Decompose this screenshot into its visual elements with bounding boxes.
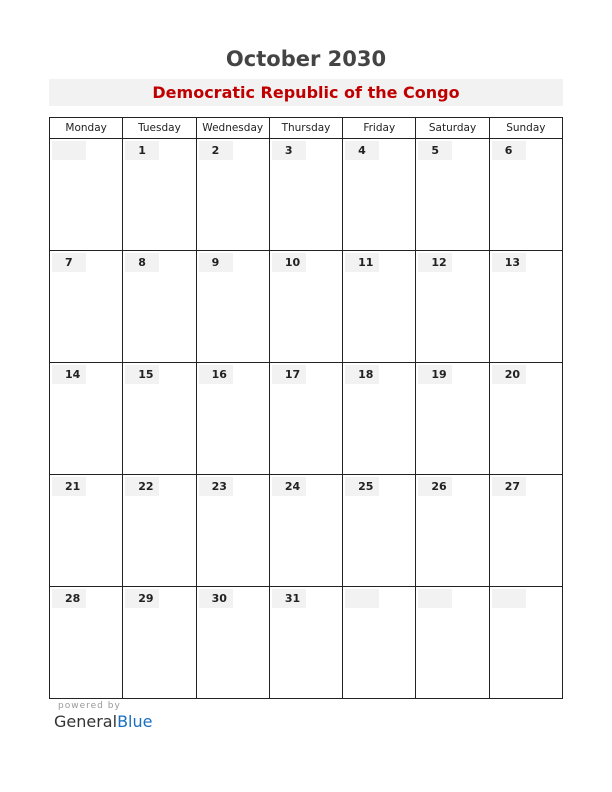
day-number: 12: [418, 253, 452, 272]
day-cell: [50, 363, 123, 475]
day-cell: [269, 363, 342, 475]
day-number: 10: [272, 253, 306, 272]
day-number: 16: [199, 365, 233, 384]
day-number: 5: [418, 141, 452, 160]
day-cell: [416, 139, 489, 251]
day-cell: [196, 587, 269, 699]
day-cell: [123, 587, 196, 699]
brand-general-text: General: [54, 712, 118, 731]
day-cell: [123, 251, 196, 363]
weekday-sunday: Sunday: [489, 118, 562, 139]
week-row: [50, 139, 563, 251]
week-row: [50, 363, 563, 475]
weekday-header-row: [50, 118, 563, 139]
day-cell: [196, 475, 269, 587]
day-number: 15: [125, 365, 159, 384]
day-cell: [343, 251, 416, 363]
weekday-saturday: Saturday: [416, 118, 489, 139]
day-number: 26: [418, 477, 452, 496]
country-heading: Democratic Republic of the Congo: [49, 79, 563, 106]
day-cell: [196, 139, 269, 251]
day-cell: [50, 587, 123, 699]
day-number: 7: [52, 253, 86, 272]
day-number: [52, 141, 86, 160]
day-cell: [343, 139, 416, 251]
day-cell: [50, 139, 123, 251]
day-cell: [123, 363, 196, 475]
day-cell: [416, 475, 489, 587]
day-cell: [489, 587, 562, 699]
day-cell: [50, 251, 123, 363]
day-cell: [343, 363, 416, 475]
day-number: 24: [272, 477, 306, 496]
week-row: [50, 587, 563, 699]
day-cell: [196, 363, 269, 475]
day-cell: [269, 139, 342, 251]
day-cell: [416, 587, 489, 699]
weekday-thursday: Thursday: [269, 118, 342, 139]
day-number: 31: [272, 589, 306, 608]
day-number: 29: [125, 589, 159, 608]
day-cell: [269, 475, 342, 587]
day-number: 9: [199, 253, 233, 272]
day-number: 1: [125, 141, 159, 160]
weekday-friday: Friday: [343, 118, 416, 139]
day-number: 14: [52, 365, 86, 384]
powered-by-label: powered by: [58, 701, 121, 711]
calendar-grid: [49, 117, 563, 699]
day-cell: [269, 587, 342, 699]
day-cell: [416, 251, 489, 363]
day-cell: [343, 587, 416, 699]
day-cell: [489, 139, 562, 251]
day-cell: [416, 363, 489, 475]
weekday-wednesday: Wednesday: [196, 118, 269, 139]
day-number: 21: [52, 477, 86, 496]
day-number: 8: [125, 253, 159, 272]
day-number: [418, 589, 452, 608]
page-title: October 2030: [225, 47, 387, 71]
day-cell: [196, 251, 269, 363]
weekday-monday: Monday: [50, 118, 123, 139]
day-number: 3: [272, 141, 306, 160]
day-number: 27: [492, 477, 526, 496]
day-number: 25: [345, 477, 379, 496]
day-cell: [489, 475, 562, 587]
day-number: 6: [492, 141, 526, 160]
day-cell: [489, 363, 562, 475]
day-number: 30: [199, 589, 233, 608]
weekday-tuesday: Tuesday: [123, 118, 196, 139]
day-number: 20: [492, 365, 526, 384]
day-number: 23: [199, 477, 233, 496]
day-number: 17: [272, 365, 306, 384]
day-number: 13: [492, 253, 526, 272]
day-cell: [50, 475, 123, 587]
day-number: 28: [52, 589, 86, 608]
day-number: 11: [345, 253, 379, 272]
day-number: 2: [199, 141, 233, 160]
day-number: 19: [418, 365, 452, 384]
day-cell: [343, 475, 416, 587]
brand-blue-text: Blue: [117, 712, 153, 731]
week-row: [50, 251, 563, 363]
day-cell: [269, 251, 342, 363]
day-number: 22: [125, 477, 159, 496]
day-cell: [489, 251, 562, 363]
day-number: [345, 589, 379, 608]
day-number: [492, 589, 526, 608]
day-number: 18: [345, 365, 379, 384]
week-row: [50, 475, 563, 587]
day-cell: [123, 139, 196, 251]
day-number: 4: [345, 141, 379, 160]
generalblue-logo[interactable]: [54, 712, 152, 731]
day-cell: [123, 475, 196, 587]
